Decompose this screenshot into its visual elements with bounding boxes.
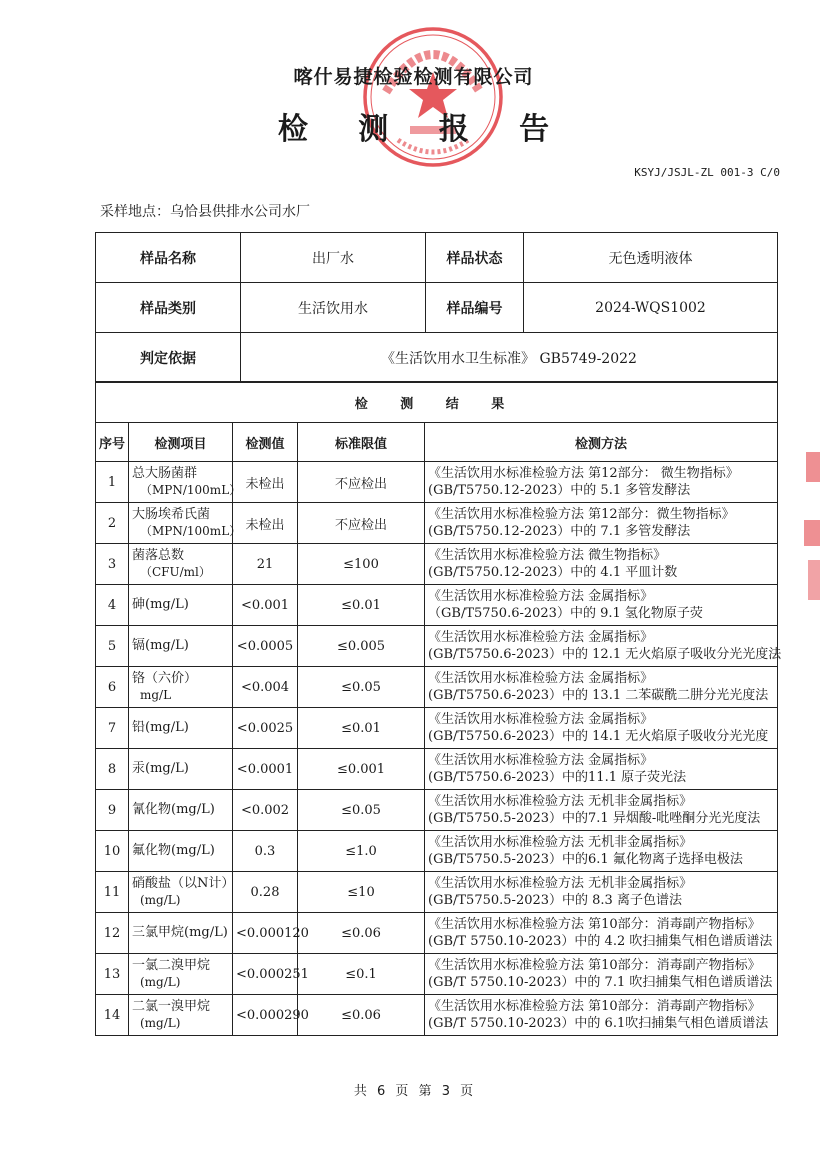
standard-limit: ≤10 bbox=[298, 872, 425, 913]
test-value: <0.0005 bbox=[233, 626, 298, 667]
test-method-clause: (GB/T5750.5-2023）中的7.1 异烟酸-吡唑酮分光光度法 bbox=[428, 811, 761, 826]
test-item-unit: (mg/L) bbox=[140, 975, 181, 989]
row-number: 12 bbox=[96, 913, 129, 954]
sample-info-table bbox=[95, 232, 778, 383]
table-row bbox=[96, 708, 778, 749]
test-method-clause: (GB/T5750.6-2023）中的 12.1 无火焰原子吸收分光光度法 bbox=[428, 647, 782, 662]
document-code: KSYJ/JSJL-ZL 001-3 C/0 bbox=[634, 166, 780, 179]
sample-info-row bbox=[96, 333, 778, 383]
test-method-clause: (GB/T5750.6-2023）中的 13.1 二苯碳酰二肼分光光度法 bbox=[428, 688, 769, 703]
table-row bbox=[96, 585, 778, 626]
test-method bbox=[425, 872, 778, 913]
row-number: 1 bbox=[96, 462, 129, 503]
col-header-method: 检测方法 bbox=[425, 423, 778, 462]
test-item bbox=[129, 544, 233, 585]
test-item-name: 菌落总数 bbox=[132, 548, 185, 563]
sampling-location bbox=[100, 201, 310, 221]
test-method bbox=[425, 626, 782, 667]
col-header-no: 序号 bbox=[96, 423, 129, 462]
test-item bbox=[129, 954, 233, 995]
test-method bbox=[425, 790, 778, 831]
table-row bbox=[96, 503, 778, 544]
test-method bbox=[425, 749, 778, 790]
row-number: 14 bbox=[96, 995, 129, 1036]
results-body bbox=[96, 462, 782, 1036]
test-item-unit: mg/L bbox=[140, 688, 172, 702]
standard-limit: ≤100 bbox=[298, 544, 425, 585]
test-item bbox=[129, 831, 233, 872]
test-item-name: 一氯二溴甲烷 bbox=[132, 958, 211, 973]
test-method-standard: 《生活饮用水标准检验方法 金属指标》 bbox=[428, 589, 654, 604]
test-method bbox=[425, 503, 778, 544]
test-method-standard: 《生活饮用水标准检验方法 第12部分： 微生物指标》 bbox=[428, 466, 739, 481]
test-item bbox=[129, 749, 233, 790]
standard-limit: ≤0.01 bbox=[298, 708, 425, 749]
standard-limit: 不应检出 bbox=[298, 503, 425, 544]
row-number: 2 bbox=[96, 503, 129, 544]
row-number: 13 bbox=[96, 954, 129, 995]
test-method-standard: 《生活饮用水标准检验方法 第10部分：消毒副产物指标》 bbox=[428, 958, 761, 973]
test-method bbox=[425, 954, 778, 995]
table-row bbox=[96, 667, 778, 708]
test-value: <0.000120 bbox=[233, 913, 298, 954]
table-row bbox=[96, 913, 778, 954]
test-item-unit: (mg/L) bbox=[140, 1016, 181, 1030]
table-row bbox=[96, 462, 778, 503]
test-method bbox=[425, 585, 778, 626]
test-item-name: 三氯甲烷(mg/L) bbox=[132, 925, 228, 940]
test-method bbox=[425, 708, 778, 749]
standard-limit: ≤0.005 bbox=[298, 626, 425, 667]
results-table bbox=[95, 381, 782, 1036]
sample-info-row bbox=[96, 283, 778, 333]
test-method-clause: (GB/T5750.12-2023）中的 4.1 平皿计数 bbox=[428, 565, 678, 580]
test-method-clause: （GB/T5750.6-2023）中的 9.1 氢化物原子荧 bbox=[428, 606, 703, 621]
test-item-name: 镉(mg/L) bbox=[132, 638, 189, 653]
sampling-location-label: 采样地点： bbox=[100, 204, 170, 220]
test-value: 未检出 bbox=[233, 462, 298, 503]
test-value: <0.001 bbox=[233, 585, 298, 626]
test-method-clause: (GB/T5750.12-2023）中的 7.1 多管发酵法 bbox=[428, 524, 691, 539]
standard-limit: ≤0.1 bbox=[298, 954, 425, 995]
test-method bbox=[425, 667, 778, 708]
results-header-row bbox=[96, 423, 778, 462]
row-number: 10 bbox=[96, 831, 129, 872]
test-item-unit: （MPN/100mL） bbox=[140, 483, 242, 497]
page-seam-stamp bbox=[802, 448, 827, 608]
test-item-name: 汞(mg/L) bbox=[132, 761, 189, 776]
test-value: <0.000290 bbox=[233, 995, 298, 1036]
table-row bbox=[96, 544, 778, 585]
test-value: <0.000251 bbox=[233, 954, 298, 995]
test-method-standard: 《生活饮用水标准检验方法 第10部分：消毒副产物指标》 bbox=[428, 917, 761, 932]
test-value: <0.002 bbox=[233, 790, 298, 831]
sample-category-label: 样品类别 bbox=[96, 283, 241, 333]
test-item-name: 氟化物(mg/L) bbox=[132, 843, 215, 858]
test-item bbox=[129, 913, 233, 954]
test-method bbox=[425, 462, 778, 503]
test-method-clause: (GB/T5750.6-2023）中的11.1 原子荧光法 bbox=[428, 770, 687, 785]
standard-limit: ≤0.01 bbox=[298, 585, 425, 626]
report-title: 检 测 报 告 bbox=[277, 112, 570, 147]
test-method-standard: 《生活饮用水标准检验方法 无机非金属指标》 bbox=[428, 876, 693, 891]
test-method-clause: (GB/T 5750.10-2023）中的 6.1吹扫捕集气相色谱质谱法 bbox=[428, 1016, 769, 1031]
basis-value: 《生活饮用水卫生标准》 GB5749-2022 bbox=[241, 333, 778, 383]
test-method bbox=[425, 913, 778, 954]
row-number: 11 bbox=[96, 872, 129, 913]
test-value: <0.0001 bbox=[233, 749, 298, 790]
row-number: 3 bbox=[96, 544, 129, 585]
test-item bbox=[129, 872, 233, 913]
test-item-unit: （CFU/ml） bbox=[140, 565, 211, 579]
sample-state-label: 样品状态 bbox=[426, 233, 524, 283]
test-method-standard: 《生活饮用水标准检验方法 金属指标》 bbox=[428, 712, 654, 727]
test-value: 未检出 bbox=[233, 503, 298, 544]
test-method-standard: 《生活饮用水标准检验方法 无机非金属指标》 bbox=[428, 835, 693, 850]
page-footer: 共 6 页 第 3 页 bbox=[353, 1084, 474, 1099]
test-item-name: 铅(mg/L) bbox=[132, 720, 189, 735]
test-method-clause: (GB/T5750.6-2023）中的 14.1 无火焰原子吸收分光光度 bbox=[428, 729, 769, 744]
table-row bbox=[96, 790, 778, 831]
test-item bbox=[129, 708, 233, 749]
test-item-name: 硝酸盐（以N计） bbox=[132, 876, 235, 891]
standard-limit: ≤0.001 bbox=[298, 749, 425, 790]
row-number: 9 bbox=[96, 790, 129, 831]
test-item-unit: (mg/L) bbox=[140, 893, 181, 907]
table-row bbox=[96, 872, 778, 913]
test-value: 0.3 bbox=[233, 831, 298, 872]
test-value: <0.004 bbox=[233, 667, 298, 708]
test-value: <0.0025 bbox=[233, 708, 298, 749]
test-method bbox=[425, 995, 778, 1036]
test-method-clause: (GB/T5750.5-2023）中的 8.3 离子色谱法 bbox=[428, 893, 682, 908]
sample-name-label: 样品名称 bbox=[96, 233, 241, 283]
row-number: 5 bbox=[96, 626, 129, 667]
test-item-name: 铬（六价） bbox=[132, 671, 198, 686]
test-item-name: 氰化物(mg/L) bbox=[132, 802, 215, 817]
test-method-standard: 《生活饮用水标准检验方法 第12部分：微生物指标》 bbox=[428, 507, 735, 522]
standard-limit: ≤0.05 bbox=[298, 790, 425, 831]
test-item-unit: （MPN/100mL） bbox=[140, 524, 242, 538]
basis-label: 判定依据 bbox=[96, 333, 241, 383]
row-number: 7 bbox=[96, 708, 129, 749]
col-header-item: 检测项目 bbox=[129, 423, 233, 462]
test-method bbox=[425, 544, 778, 585]
test-method-standard: 《生活饮用水标准检验方法 无机非金属指标》 bbox=[428, 794, 693, 809]
test-item bbox=[129, 585, 233, 626]
test-method-standard: 《生活饮用水标准检验方法 金属指标》 bbox=[428, 671, 654, 686]
standard-limit: ≤0.05 bbox=[298, 667, 425, 708]
table-row bbox=[96, 831, 778, 872]
sample-name-value: 出厂水 bbox=[241, 233, 426, 283]
col-header-limit: 标准限值 bbox=[298, 423, 425, 462]
sampling-location-value: 乌恰县供排水公司水厂 bbox=[170, 204, 310, 220]
test-method-clause: (GB/T 5750.10-2023）中的 4.2 吹扫捕集气相色谱质谱法 bbox=[428, 934, 773, 949]
company-seal-stamp bbox=[358, 22, 508, 172]
test-value: 0.28 bbox=[233, 872, 298, 913]
test-item-name: 总大肠菌群 bbox=[132, 466, 198, 481]
row-number: 6 bbox=[96, 667, 129, 708]
sample-state-value: 无色透明液体 bbox=[524, 233, 778, 283]
test-item bbox=[129, 667, 233, 708]
test-method-standard: 《生活饮用水标准检验方法 金属指标》 bbox=[428, 753, 654, 768]
sample-category-value: 生活饮用水 bbox=[241, 283, 426, 333]
sample-number-value: 2024-WQS1002 bbox=[524, 283, 778, 333]
test-item bbox=[129, 790, 233, 831]
standard-limit: ≤1.0 bbox=[298, 831, 425, 872]
test-method-standard: 《生活饮用水标准检验方法 金属指标》 bbox=[428, 630, 654, 645]
test-item-name: 砷(mg/L) bbox=[132, 597, 189, 612]
test-method-clause: (GB/T5750.5-2023）中的6.1 氟化物离子选择电极法 bbox=[428, 852, 743, 867]
table-row bbox=[96, 995, 778, 1036]
test-item bbox=[129, 626, 233, 667]
test-item bbox=[129, 995, 233, 1036]
test-item bbox=[129, 503, 242, 544]
test-value: 21 bbox=[233, 544, 298, 585]
test-item-name: 二氯一溴甲烷 bbox=[132, 999, 211, 1014]
row-number: 4 bbox=[96, 585, 129, 626]
table-row bbox=[96, 626, 778, 667]
results-title: 检 测 结 果 bbox=[96, 382, 778, 423]
standard-limit: ≤0.06 bbox=[298, 913, 425, 954]
standard-limit: 不应检出 bbox=[298, 462, 425, 503]
sample-number-label: 样品编号 bbox=[426, 283, 524, 333]
table-row bbox=[96, 954, 778, 995]
test-item-name: 大肠埃希氏菌 bbox=[132, 507, 211, 522]
row-number: 8 bbox=[96, 749, 129, 790]
test-method-standard: 《生活饮用水标准检验方法 微生物指标》 bbox=[428, 548, 667, 563]
company-name: 喀什易捷检验检测有限公司 bbox=[293, 66, 534, 88]
col-header-value: 检测值 bbox=[233, 423, 298, 462]
test-method bbox=[425, 831, 778, 872]
sample-info-row bbox=[96, 233, 778, 283]
table-row bbox=[96, 749, 778, 790]
test-method-clause: (GB/T 5750.10-2023）中的 7.1 吹扫捕集气相色谱质谱法 bbox=[428, 975, 773, 990]
test-item bbox=[129, 462, 242, 503]
standard-limit: ≤0.06 bbox=[298, 995, 425, 1036]
test-method-clause: (GB/T5750.12-2023）中的 5.1 多管发酵法 bbox=[428, 483, 691, 498]
test-method-standard: 《生活饮用水标准检验方法 第10部分：消毒副产物指标》 bbox=[428, 999, 761, 1014]
